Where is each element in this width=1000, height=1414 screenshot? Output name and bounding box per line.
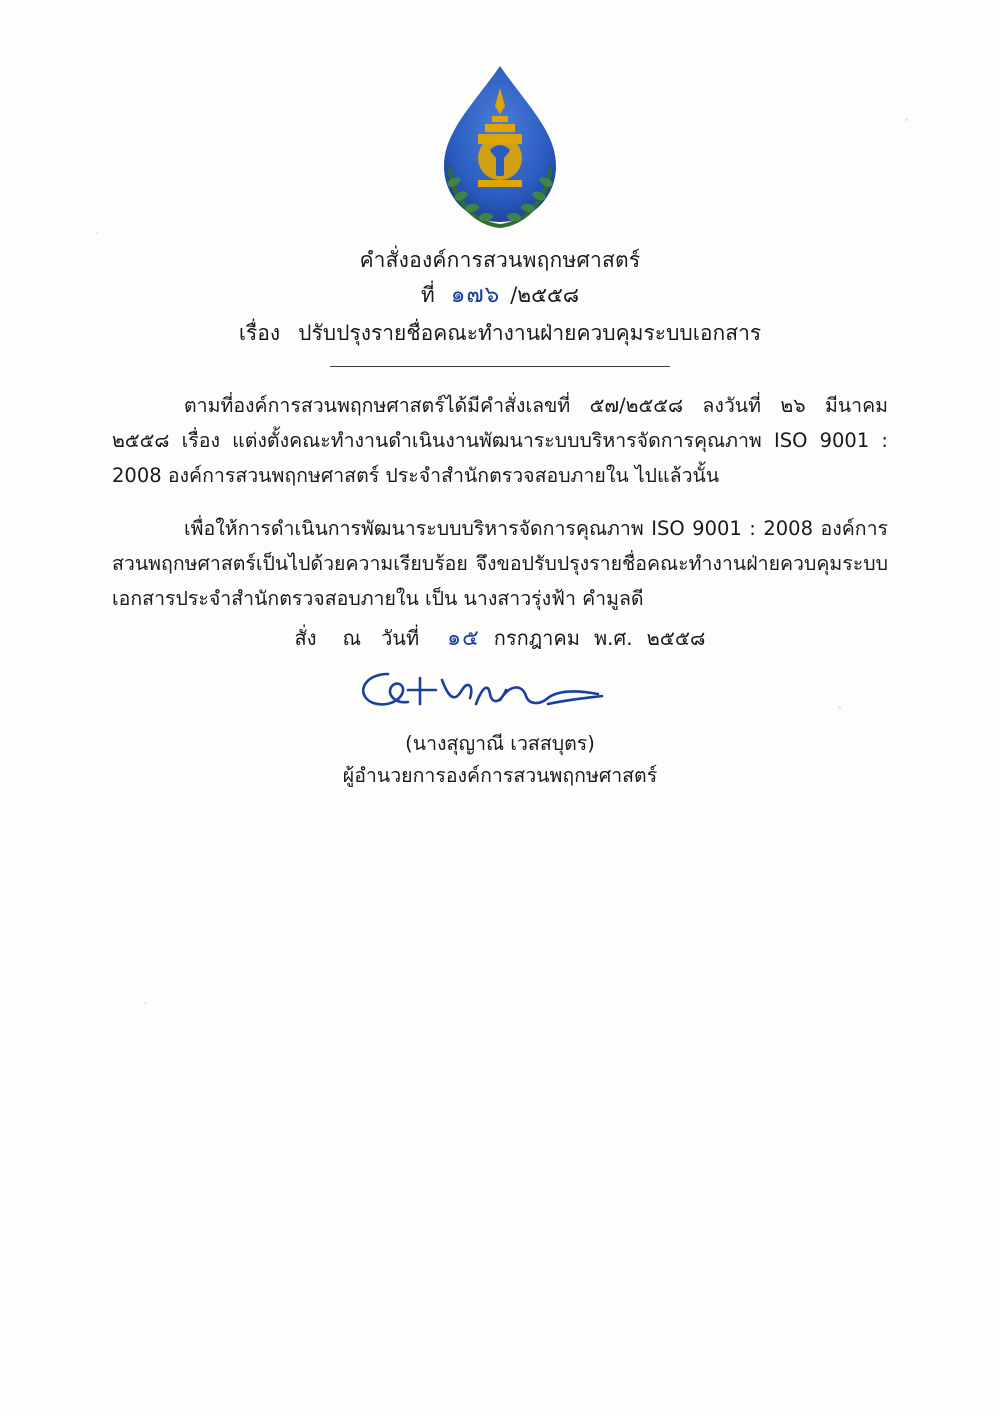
paragraph-1 xyxy=(112,388,888,493)
emblem-container xyxy=(0,58,1000,238)
date-year: ๒๕๕๘ xyxy=(646,626,706,650)
scan-speck xyxy=(144,1002,146,1004)
order-number-year: /๒๕๕๘ xyxy=(510,283,580,307)
paragraph-2 xyxy=(112,511,888,616)
date-word-at: ณ xyxy=(342,626,362,650)
signatory-name: (นางสุญาณี เวสสบุตร) xyxy=(405,732,595,755)
handwritten-signature-icon xyxy=(350,660,650,730)
signatory-position: ผู้อำนวยการองค์การสวนพฤกษศาสตร์ xyxy=(342,764,658,787)
subject-label: เรื่อง xyxy=(238,321,281,345)
order-number-line xyxy=(0,278,1000,312)
date-day-handwritten: ๑๕ xyxy=(447,626,480,651)
document-header xyxy=(0,244,1000,367)
subject-line xyxy=(0,316,1000,350)
date-word-date: วันที่ xyxy=(381,626,420,650)
order-date-line xyxy=(0,620,1000,655)
order-number-handwritten: ๑๗๖ xyxy=(450,282,501,308)
scan-speck xyxy=(905,118,908,121)
date-month: กรกฎาคม xyxy=(493,626,580,650)
scan-speck xyxy=(838,706,841,709)
scan-speck xyxy=(96,232,98,234)
paragraph-2-text: เพื่อให้การดำเนินการพัฒนาระบบบริหารจัดการคุณภาพ ISO 9001 : 2008 องค์การสวนพฤกษศาสตร์เป็นไปด้วยความเรียบร้อย จึงขอปรับปรุงรายชื่อคณะทำงานฝ่ายควบคุมระบบเอกสารประจำสำนักตรวจสอบภายใน เป็น นางสาวรุ่งฟ้า คำมูลดี xyxy=(112,517,888,610)
date-word-order: สั่ง xyxy=(294,626,317,650)
signature-container xyxy=(0,660,1000,730)
paragraph-1-text: ตามที่องค์การสวนพฤกษศาสตร์ได้มีคำสั่งเลขที่ ๕๗/๒๕๕๘ ลงวันที่ ๒๖ มีนาคม ๒๕๕๘ เรื่อง แต่งตั้งคณะทำงานดำเนินงานพัฒนาระบบบริหารจัดการคุณภาพ ISO 9001 : 2008 องค์การสวนพฤกษศาสตร์ ประจำสำนักตรวจสอบภายใน ไปแล้วนั้น xyxy=(112,394,888,487)
header-divider xyxy=(330,366,670,367)
date-era-label: พ.ศ. xyxy=(593,626,633,650)
botanical-garden-organization-emblem-icon xyxy=(410,58,590,238)
document-body xyxy=(112,388,888,634)
page-title: คำสั่งองค์การสวนพฤกษศาสตร์ xyxy=(359,248,641,272)
subject-text: ปรับปรุงรายชื่อคณะทำงานฝ่ายควบคุมระบบเอกสาร xyxy=(298,321,762,345)
order-number-label: ที่ xyxy=(420,283,435,307)
